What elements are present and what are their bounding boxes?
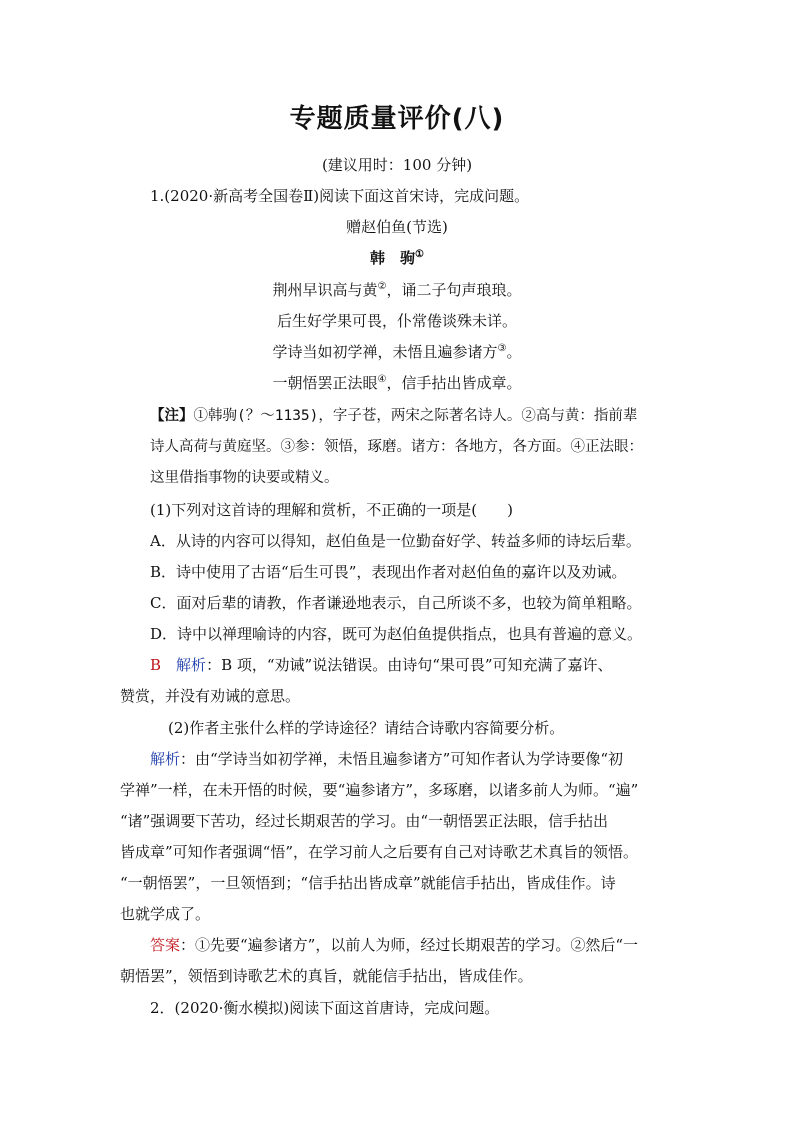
analysis-text: 也就学成了。 <box>120 905 211 923</box>
poem-line <box>0 280 794 300</box>
page-title: 专题质量评价(八) <box>289 104 505 134</box>
poem-author <box>0 248 794 268</box>
sub1-analysis <box>150 655 613 675</box>
poem-line-a: 后生好学果可畏，仆常倦谈殊未详。 <box>276 312 517 330</box>
note-line: 这里借指事物的诀要或精义。 <box>150 470 339 486</box>
author-name: 韩 驹 <box>370 249 416 267</box>
poem-line <box>0 311 794 331</box>
poem-title: 赠赵伯鱼(节选) <box>346 218 448 236</box>
analysis-label: 解析 <box>176 656 207 674</box>
option-a: A．从诗的内容可以得知，赵伯鱼是一位勤奋好学、转益多师的诗坛后辈。 <box>150 532 641 550</box>
answer-text: 朝悟罢”，领悟到诗歌艺术的真旨，就能信手拈出，皆成佳作。 <box>120 967 533 985</box>
note-text: ①韩驹(？～1135)，字子苍，两宋之际著名诗人。②高与黄：指前辈 <box>193 408 638 424</box>
sub2-analysis <box>150 749 623 769</box>
analysis-text: ：B 项，“劝诫”说法错误。由诗句“果可畏”可知充满了嘉许、 <box>206 656 613 674</box>
poem-footnote-mark: ④ <box>377 374 387 385</box>
note-line: 诗人高荷与黄庭坚。③参：领悟，琢磨。诸方：各地方，各方面。④正法眼： <box>150 439 643 455</box>
sub1-answer: B <box>150 656 162 674</box>
q2-stem: 2．(2020·衡水模拟)阅读下面这首唐诗，完成问题。 <box>150 999 500 1017</box>
analysis-text: “一朝悟罢”，一旦领悟到；“信手拈出皆成章”就能信手拈出，皆成佳作。诗 <box>120 874 616 892</box>
sub2-question: (2)作者主张什么样的学诗途径？请结合诗歌内容简要分析。 <box>168 719 565 737</box>
poem-line-a: 荆州早识高与黄 <box>272 281 378 299</box>
poem-line <box>0 373 794 393</box>
note-line <box>150 406 637 426</box>
answer-text: ：①先要“遍参诸方”，以前人为师，经过长期艰苦的学习。②然后“一 <box>180 936 639 954</box>
poem-line-b: ，诵二子句声琅琅。 <box>386 281 522 299</box>
sub2-answer <box>150 935 638 955</box>
option-b: B．诗中使用了古语“后生可畏”，表现出作者对赵伯鱼的嘉许以及劝诫。 <box>150 563 627 581</box>
author-footnote-mark: ① <box>415 249 424 260</box>
sub1-question: (1)下列对这首诗的理解和赏析，不正确的一项是( ) <box>150 501 513 519</box>
option-c: C．面对后辈的请教，作者谦逊地表示，自己所谈不多，也较为简单粗略。 <box>150 594 642 612</box>
analysis-text: ：由“学诗当如初学禅，未悟且遍参诸方”可知作者认为学诗要像“初 <box>180 750 624 768</box>
analysis-label: 解析 <box>150 750 181 768</box>
option-d: D．诗中以禅理喻诗的内容，既可为赵伯鱼提供指点，也具有普遍的意义。 <box>150 625 643 643</box>
poem-line-b: ，信手拈出皆成章。 <box>386 374 522 392</box>
poem-line-a: 一朝悟罢正法眼 <box>272 374 378 392</box>
answer-label: 答案 <box>150 936 181 954</box>
poem-footnote-mark: ③ <box>497 343 507 354</box>
note-label: 【注】 <box>150 408 194 424</box>
time-hint-text: (建议用时：100 分钟) <box>321 156 473 174</box>
analysis-text: 赞赏，并没有劝诫的意思。 <box>120 687 301 705</box>
poem-line-a: 学诗当如初学禅，未悟且遍参诸方 <box>272 343 498 361</box>
poem-line-b: 。 <box>506 343 522 361</box>
time-hint <box>0 155 794 175</box>
poem-line <box>0 342 794 362</box>
poem-footnote-mark: ② <box>377 281 387 292</box>
analysis-text: 皆成章”可知作者强调“悟”，在学习前人之后要有自己对诗歌艺术真旨的领悟。 <box>120 843 639 861</box>
analysis-text: “诸”强调要下苦功，经过长期艰苦的学习。由“一朝悟罢正法眼，信手拈出 <box>120 812 609 830</box>
q1-stem: 1.(2020·新高考全国卷Ⅱ)阅读下面这首宋诗，完成问题。 <box>150 187 530 205</box>
analysis-text: 学禅”一样，在未开悟的时候，要“遍参诸方”，多琢磨，以诸多前人为师。“遍” <box>120 781 639 799</box>
